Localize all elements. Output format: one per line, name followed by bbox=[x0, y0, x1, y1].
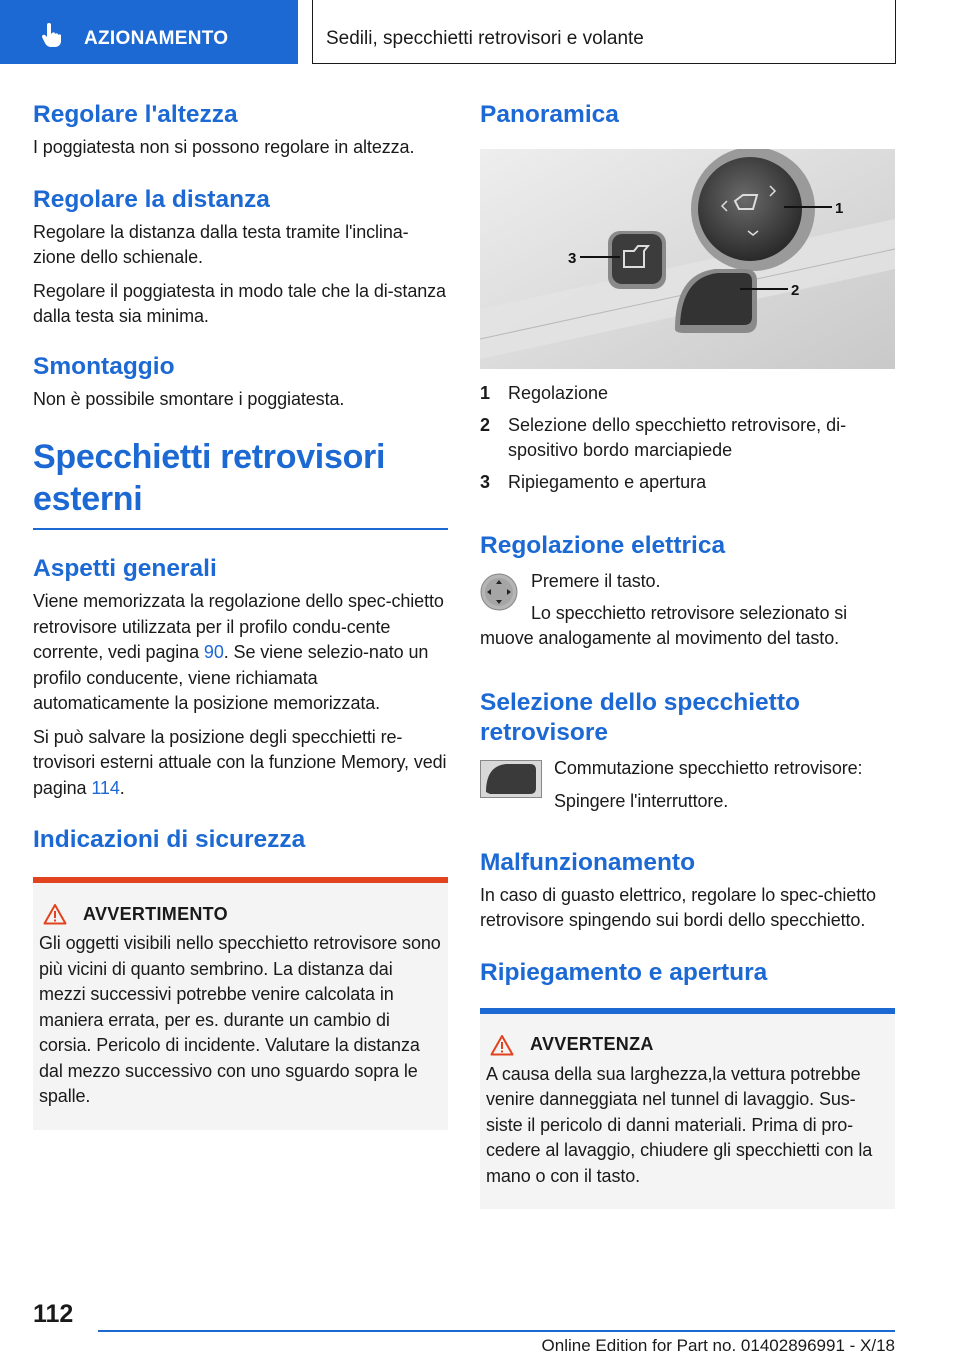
heading-select: Selezione dello specchietto retrovisore bbox=[480, 688, 800, 746]
paragraph-height: I poggiatesta non si possono regolare in altezza. bbox=[33, 137, 415, 157]
callout-2: 2 bbox=[791, 282, 800, 299]
callout-1: 1 bbox=[835, 200, 844, 217]
heading-height: Regolare l'altezza bbox=[33, 101, 238, 128]
section-title: AZIONAMENTO bbox=[84, 28, 229, 49]
paragraph-general-1: Viene memorizzata la regolazione dello spec-chietto retrovisore utilizzata per il profilo condu-cente corrente, vedi pagina 90. Se viene selezio-nato un profilo conducente, viene richiamata automaticamente la posizione memorizzata. bbox=[33, 591, 444, 713]
edition-text: Online Edition for Part no. 01402896991 - X/18 bbox=[541, 1336, 895, 1355]
chapter-header bbox=[312, 0, 896, 64]
paragraph-electric-1: Premere il tasto. bbox=[531, 571, 661, 591]
caution-text: A causa della sua larghezza,la vettura potrebbe venire danneggiata nel tunnel di lavaggio. Sus-siste il pericolo di danni materiali. Prima di pro-cedere al lavaggio, chiudere gli specchietti con la mano o con il tasto. bbox=[486, 1063, 873, 1186]
warning-text: Gli oggetti visibili nello specchietto retrovisore sono più vicini di quanto sembrino. La distanza dai mezzi successivi potrebbe venire calcolata in maniera errata, per es. durante un cambio di corsia. Pericolo di incidente. Valutare la distanza dal mezzo successivo con uno sguardo sopra le spalle. bbox=[39, 933, 441, 1106]
warning-triangle-icon bbox=[490, 1034, 514, 1056]
heading-safety: Indicazioni di sicurezza bbox=[33, 826, 306, 853]
mirror-switch-icon bbox=[480, 760, 542, 798]
paragraph-malfunction: In caso di guasto elettrico, regolare lo spec-chietto retrovisore spingendo sui bordi dello specchietto. bbox=[480, 884, 876, 930]
left-column bbox=[33, 100, 448, 1130]
heading-overview: Panoramica bbox=[480, 101, 619, 128]
caution-title: AVVERTENZA bbox=[490, 1034, 889, 1056]
paragraph-distance-1: Regolare la distanza dalla testa tramite l'inclina-zione dello schienale. bbox=[33, 221, 409, 267]
legend-list bbox=[480, 381, 895, 495]
section-tab bbox=[0, 0, 298, 64]
heading-electric: Regolazione elettrica bbox=[480, 532, 726, 559]
paragraph-general-2: Si può salvare la posizione degli specchietti re-trovisori esterni attuale con la funzione Memory, vedi pagina 114. bbox=[33, 726, 447, 798]
warning-box bbox=[33, 877, 448, 1130]
paragraph-electric-2: Lo specchietto retrovisore selezionato si muove analogamente al movimento del tasto. bbox=[480, 602, 848, 648]
paragraph-distance-2: Regolare il poggiatesta in modo tale che la di-stanza dalla testa sia minima. bbox=[33, 280, 446, 326]
right-column bbox=[480, 100, 895, 1209]
select-section bbox=[480, 756, 895, 826]
page-number: 112 bbox=[33, 1300, 74, 1328]
footer-rule bbox=[98, 1330, 895, 1332]
four-way-button-icon bbox=[480, 573, 518, 611]
heading-malfunction: Malfunzionamento bbox=[480, 848, 696, 876]
page-link-90[interactable]: 90 bbox=[203, 642, 224, 662]
warning-triangle-icon bbox=[43, 903, 67, 925]
page-link-114[interactable]: 114 bbox=[91, 777, 120, 798]
heading-folding: Ripiegamento e apertura bbox=[480, 958, 768, 986]
chapter-title: Sedili, specchietti retrovisori e volante bbox=[326, 28, 644, 49]
list-item: 1 Regolazione bbox=[480, 383, 609, 403]
paragraph-select-2: Spingere l'interruttore. bbox=[554, 791, 729, 811]
callout-3: 3 bbox=[568, 250, 577, 267]
caution-box bbox=[480, 1008, 895, 1210]
list-item: 3 Ripiegamento e apertura bbox=[480, 471, 707, 492]
heading-removal: Smontaggio bbox=[33, 352, 175, 380]
heading-mirrors: Specchietti retrovisori esterni bbox=[33, 438, 386, 518]
mirror-controls-figure bbox=[480, 149, 895, 369]
hand-pointer-icon bbox=[38, 22, 64, 48]
electric-section bbox=[480, 569, 895, 652]
heading-distance: Regolare la distanza bbox=[33, 185, 270, 213]
paragraph-select-1: Commutazione specchietto retrovisore: bbox=[554, 757, 863, 778]
heading-general: Aspetti generali bbox=[33, 555, 217, 582]
list-item: 2 Selezione dello specchietto retrovisore, di-spositivo bordo marciapiede bbox=[480, 414, 847, 460]
heading-rule bbox=[33, 528, 448, 530]
warning-title: AVVERTIMENTO bbox=[43, 903, 442, 925]
paragraph-removal: Non è possibile smontare i poggiatesta. bbox=[33, 388, 345, 409]
